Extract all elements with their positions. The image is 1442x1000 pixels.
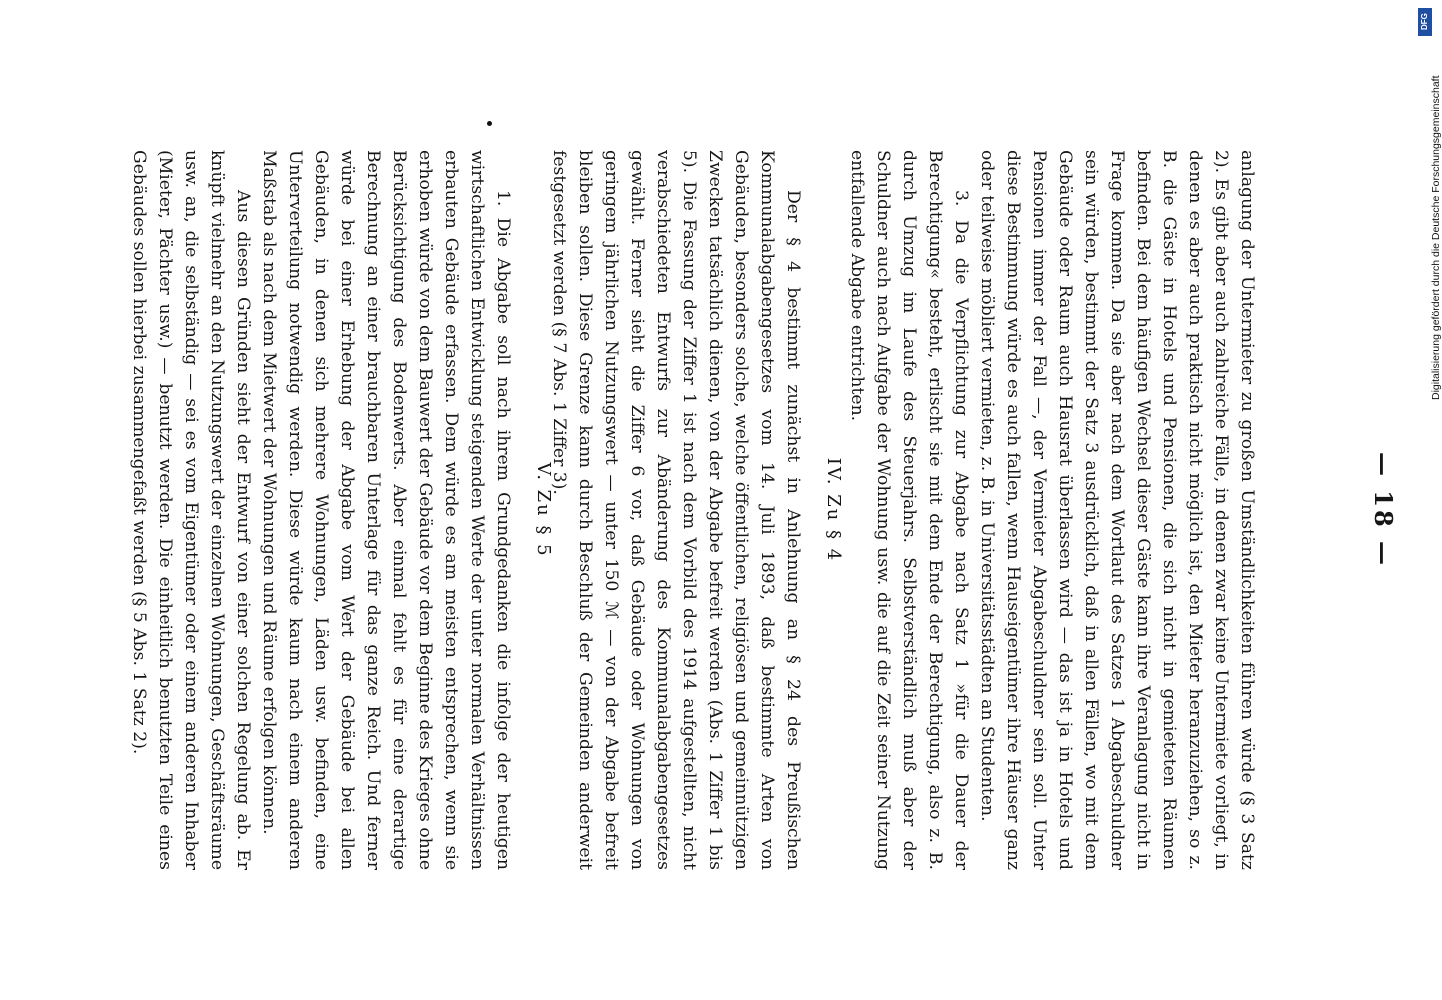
section-5 [126,150,572,870]
rotated-text-page [129,150,1398,870]
section-5-paragraph-2: Aus diesen Gründen sieht der Entwurf von einer solchen Regelung ab. Er knüpft vielmehr an den Nutzungswert der einzelnen Wohnungen, Geschäftsräume usw. an, die selbständig — sei es vom Eigentümer oder einem anderen Inhaber (Mieter, Pächter usw.) — benutzt werden. Die einheitlich benutzten Teile eines Gebäudes sollen hierbei zusammengefaßt werden (§ 5 Abs. 1 Satz 2). [129,150,253,870]
section-4-heading: IV. Zu § 4 [823,457,844,563]
paragraph-untermieter: anlagung der Untermieter zu großen Umständlichkeiten führen würde (§ 3 Satz 2). Es gibt aber auch zahlreiche Fälle, in denen zwar keine Untermiete vorliegt, in denen es aber auch praktisch nicht möglich ist, den Mieter heranzuziehen, so z. B. die Gäste in Hotels und Pensionen, die sich nicht in gemieteten Räumen befinden. Bei dem häufigen Wechsel dieser Gäste kann ihre Veranlagung nicht in Frage kommen. Da sie aber nach dem Wortlaut des Satzes 1 Abgabeschuldner sein würden, bestimmt der Satz 3 ausdrücklich, daß in allen Fällen, wo mit dem Gebäude oder Raum auch Hausrat überlassen wird — das ist ja in Hotels und Pensionen immer der Fall —, der Vermieter Abgabeschuldner sein soll. Unter diese Bestimmung würde es auch fallen, wenn Hauseigentümer ihre Häuser ganz oder teilweise möbliert vermieten, z. B. in Universitätsstädten an Studenten. [977,150,1257,870]
section-4 [546,150,862,870]
digitization-note-text: Digitalisierung gefördert durch die Deutsche Forschungsgemeinschaft [1430,75,1442,400]
section-5-paragraph-1: 1. Die Abgabe soll nach ihrem Grundgedanken die infolge der heutigen wirtschaftlichen Entwicklung steigenden Werte der unter normalen Verhältnissen erbauten Gebäude erfassen. Dem würde es am meisten entsprechen, wenn sie erhoben würde von dem Bauwert der Gebäude vor dem Beginne des Krieges ohne Berücksichtigung des Bodenwerts. Aber einmal fehlt es für eine derartige Berechnung an einer brauchbaren Unterlage für das ganze Reich. Und ferner würde bei einer Erhebung der Abgabe vom Wert der Gebäude bei allen Gebäuden, in denen sich mehrere Wohnungen, Läden usw. befinden, eine Unterverteilung notwendig werden. Diese würde kaum nach einem anderen Maßstab als nach dem Mietwert der Wohnungen und Räume erfolgen können. [259,150,513,870]
text-block-1 [844,150,1260,870]
section-5-heading: V. Zu § 5 [533,462,554,558]
dfg-logo: DFG [1418,8,1432,36]
ink-speck [487,121,492,126]
digitization-note [1414,8,1442,400]
paragraph-verpflichtung: 3. Da die Verpflichtung zur Abgabe nach Satz 1 »für die Dauer der Berechtigung« besteht, erlischt sie mit dem Ende der Berechtigung, also z. B. durch Umzug im Laufe des Steuerjahrs. Selbstverständlich muß aber der Schuldner auch nach Aufgabe der Wohnung usw. die auf die Zeit seiner Nutzung entfallende Abgabe entrichten. [847,150,971,870]
page-number: — 18 — [1369,451,1398,569]
section-4-paragraph: Der § 4 bestimmt zunächst in Anlehnung an § 24 des Preußischen Kommunalabgabengesetzes vom 14. Juli 1893, daß bestimmte Arten von Gebäuden, besonders solche, welche öffentlichen, religiösen und gemeinnützigen Zwecken tatsächlich dienen, von der Abgabe befreit werden (Abs. 1 Ziffer 1 bis 5). Die Fassung der Ziffer 1 ist nach dem Vorbild des 1914 aufgestellten, nicht verabschiedeten Entwurfs zur Abänderung des Kommunalabgabengesetzes gewählt. Ferner sieht die Ziffer 6 vor, daß Gebäude oder Wohnungen von geringem jährlichen Nutzungswert — unter 150 ℳ — von der Abgabe befreit bleiben sollen. Diese Grenze kann durch Beschluß der Gemeinden anderweit festgesetzt werden (§ 7 Abs. 1 Ziffer 3). [549,150,803,870]
